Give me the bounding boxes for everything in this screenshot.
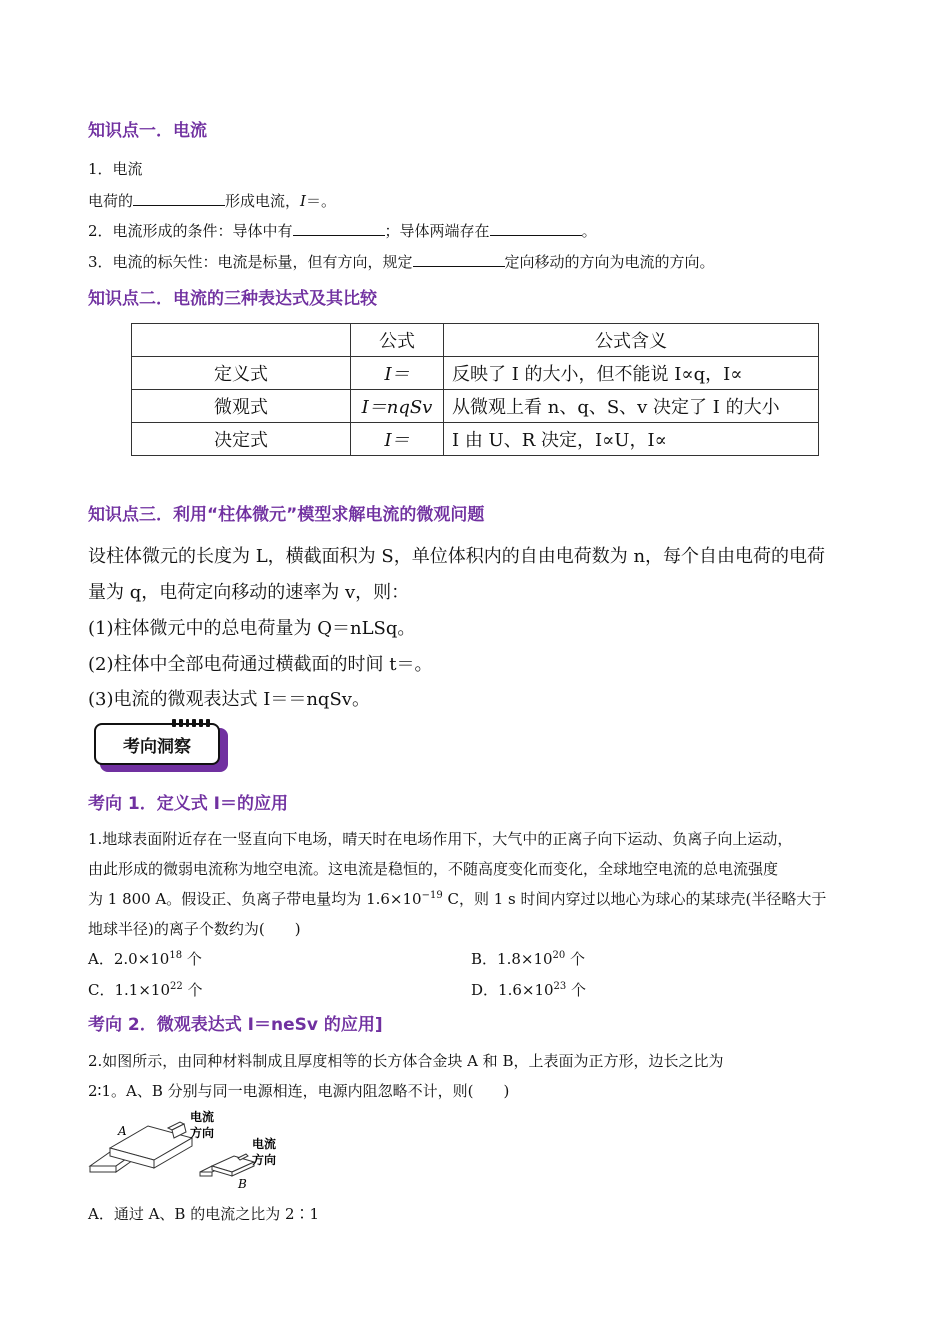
- k3-step-3: (3)电流的微观表达式 I＝＝nqSv。: [88, 689, 370, 710]
- kx1-question-line4: 地球半径)的离子个数约为( ): [88, 920, 301, 938]
- kx1-option-a[interactable]: [88, 948, 202, 969]
- alloy-blocks-figure: [88, 1108, 298, 1190]
- table-cell: I＝nqSv: [351, 390, 444, 423]
- kx1-option-d[interactable]: [471, 979, 586, 1000]
- option-exponent: 23: [553, 981, 567, 992]
- item3-text-b: 定向移动的方向为电流的方向。: [504, 253, 715, 271]
- table-cell: I＝: [351, 423, 444, 456]
- table-cell: 决定式: [132, 423, 351, 456]
- fill-blank: [133, 191, 225, 206]
- table-cell: 反映了 I 的大小，但不能说 I∝q，I∝: [444, 357, 819, 390]
- option-unit: 个: [182, 950, 202, 968]
- item2-text-c: 。: [581, 222, 597, 240]
- kx1-question-line3: [88, 888, 826, 909]
- binder-rings-icon: [172, 719, 210, 727]
- kx2-question-line1: 2.如图所示，由同种材料制成且厚度相等的长方体合金块 A 和 B，上表面为正方形，边长之比为: [88, 1052, 724, 1070]
- item2-text-b: ；导体两端存在: [384, 222, 490, 240]
- option-unit: 个: [182, 981, 203, 999]
- current-direction-label-a-line2: 方向: [190, 1126, 215, 1140]
- table-row: [132, 357, 819, 390]
- item3-text: [88, 251, 715, 272]
- item1-text-a: 电荷的: [88, 192, 134, 210]
- option-unit: 个: [565, 950, 586, 968]
- block-a: [90, 1122, 192, 1172]
- kx1-line3-b: C，则 1 s 时间内穿过以地心为球心的某球壳(半径略大于: [442, 890, 827, 908]
- kx1-option-c[interactable]: [88, 979, 203, 1000]
- current-direction-label-b-line2: 方向: [252, 1153, 277, 1167]
- item2-text: [88, 220, 597, 241]
- section-heading-k2: 知识点二．电流的三种表达式及其比较: [88, 289, 377, 309]
- current-direction-label-a-line1: 电流: [190, 1110, 215, 1124]
- fill-blank: [490, 221, 582, 236]
- option-exponent: 18: [169, 950, 183, 961]
- figure-label-a: A: [118, 1124, 127, 1138]
- k3-step-2: (2)柱体中全部电荷通过横截面的时间 t＝。: [88, 654, 433, 675]
- option-exponent: 22: [170, 981, 183, 992]
- kx1-option-b[interactable]: [471, 948, 585, 969]
- figure-label-b: B: [238, 1177, 247, 1190]
- option-exponent: 20: [552, 950, 566, 961]
- kx2-heading: 考向 2．微观表达式 I＝neSv 的应用]: [88, 1015, 383, 1035]
- k3-step-1: (1)柱体微元中的总电荷量为 Q＝nLSq。: [88, 618, 416, 639]
- option-text: A．2.0×10: [88, 950, 170, 968]
- option-text: B．1.8×10: [471, 950, 553, 968]
- table-header-row: [132, 324, 819, 357]
- kx2-question-line2: 2∶1。A、B 分别与同一电源相连，电源内阻忽略不计，则( ): [88, 1082, 510, 1100]
- table-cell: I 由 U、R 决定，I∝U，I∝: [444, 423, 819, 456]
- formula-comparison-table: [131, 323, 819, 456]
- table-cell: 微观式: [132, 390, 351, 423]
- kx1-heading: 考向 1．定义式 I＝的应用: [88, 794, 288, 814]
- kaoxiang-badge: [94, 721, 228, 771]
- table-header-cell: 公式含义: [444, 324, 819, 357]
- table-cell: I＝: [351, 357, 444, 390]
- fill-blank: [293, 221, 385, 236]
- k3-paragraph-line2: 量为 q，电荷定向移动的速率为 v，则：: [88, 582, 410, 603]
- item2-text-a: 2．电流形成的条件：导体中有: [88, 222, 293, 240]
- item1-text-b: 形成电流，: [225, 192, 301, 210]
- option-text: D．1.6×10: [471, 981, 554, 999]
- section-heading-k1: 知识点一．电流: [88, 121, 207, 141]
- table-cell: 从微观上看 n、q、S、v 决定了 I 的大小: [444, 390, 819, 423]
- table-header-cell: 公式: [351, 324, 444, 357]
- item1-title: 1．电流: [88, 160, 143, 178]
- kx1-line3-a: 为 1 800 A。假设正、负离子带电量均为 1.6×10: [88, 890, 422, 908]
- item3-text-a: 3．电流的标矢性：电流是标量，但有方向，规定: [88, 253, 413, 271]
- item1-symbol: I: [300, 192, 306, 210]
- k3-paragraph-line1: 设柱体微元的长度为 L，横截面积为 S，单位体积内的自由电荷数为 n，每个自由电荷的电荷: [88, 546, 826, 567]
- kx1-question-line1: 1.地球表面附近存在一竖直向下电场，晴天时在电场作用下，大气中的正离子向下运动、负离子向上运动，: [88, 830, 793, 848]
- option-unit: 个: [566, 981, 587, 999]
- current-direction-label-b-line1: 电流: [252, 1137, 277, 1151]
- table-row: [132, 423, 819, 456]
- fill-blank: [413, 252, 505, 267]
- option-text: C．1.1×10: [88, 981, 170, 999]
- section-heading-k3: 知识点三．利用“柱体微元”模型求解电流的微观问题: [88, 505, 485, 525]
- kx1-question-line2: 由此形成的微弱电流称为地空电流。这电流是稳恒的，不随高度变化而变化，全球地空电流的总电流强度: [88, 860, 779, 878]
- item1-text-c: ＝。: [305, 192, 336, 210]
- item1-text: [88, 190, 336, 211]
- table-cell: 定义式: [132, 357, 351, 390]
- kx2-option-a[interactable]: A．通过 A、B 的电流之比为 2∶1: [88, 1205, 320, 1223]
- block-b: [200, 1154, 254, 1176]
- table-header-cell: [132, 324, 351, 357]
- kx1-line3-exponent: −19: [421, 890, 443, 901]
- badge-label: 考向洞察: [94, 723, 220, 765]
- table-row: [132, 390, 819, 423]
